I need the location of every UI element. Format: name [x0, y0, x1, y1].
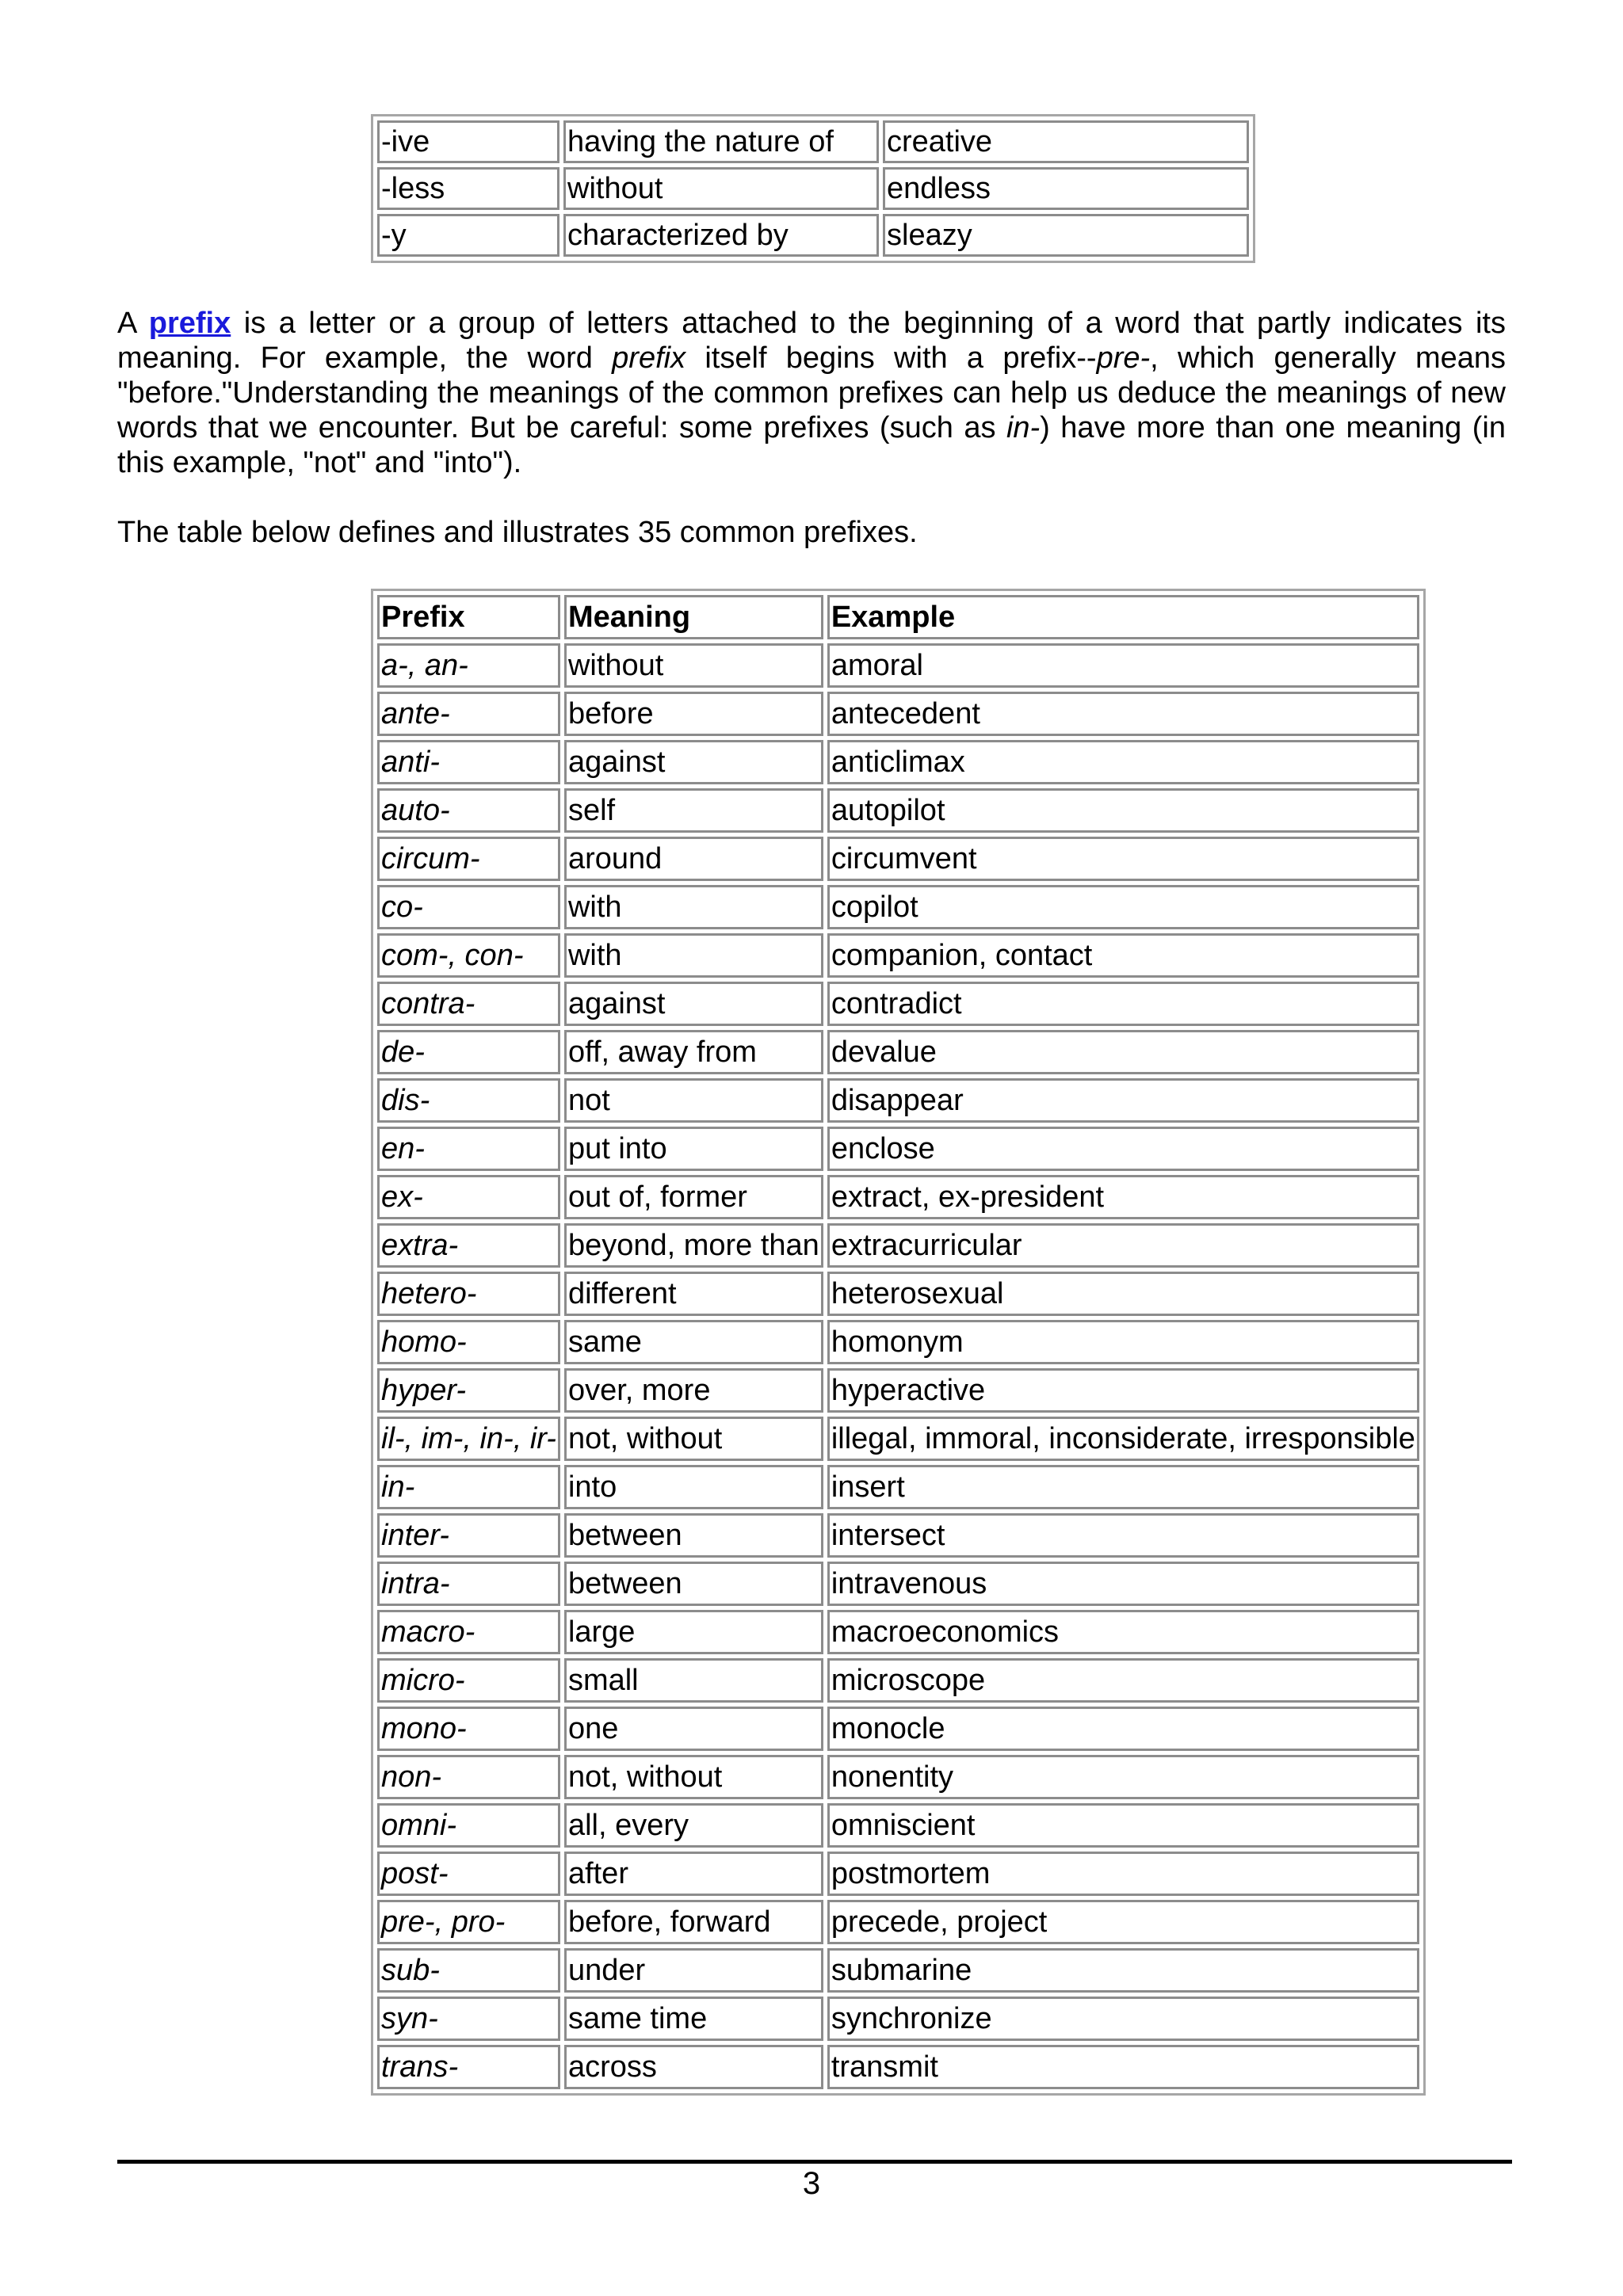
prefix-cell: dis- [377, 1078, 560, 1123]
prefix-cell: homo- [377, 1320, 560, 1364]
example-cell: copilot [827, 885, 1419, 929]
meaning-cell: against [564, 982, 823, 1026]
example-cell: homonym [827, 1320, 1419, 1364]
prefix-cell: anti- [377, 740, 560, 784]
meaning-cell: put into [564, 1127, 823, 1171]
meaning-cell: characterized by [563, 214, 879, 257]
prefix-cell: circum- [377, 837, 560, 881]
page-number: 3 [802, 2166, 821, 2201]
footer-divider [117, 2160, 1512, 2164]
example-cell: devalue [827, 1030, 1419, 1074]
meaning-cell: with [564, 885, 823, 929]
table-row [377, 167, 1249, 210]
example-cell: heterosexual [827, 1272, 1419, 1316]
meaning-cell: between [564, 1562, 823, 1606]
table-row [377, 1320, 1419, 1364]
table-row [377, 1610, 1419, 1654]
suffix-table [371, 114, 1255, 263]
text-span: itself begins with a prefix-- [685, 341, 1097, 375]
prefix-cell: macro- [377, 1610, 560, 1654]
meaning-cell: after [564, 1852, 823, 1896]
table-row [377, 1030, 1419, 1074]
meaning-cell: beyond, more than [564, 1223, 823, 1268]
example-cell: microscope [827, 1658, 1419, 1703]
meaning-cell: between [564, 1513, 823, 1558]
table-row [377, 1997, 1419, 2041]
prefix-cell: ex- [377, 1175, 560, 1219]
meaning-cell: over, more [564, 1368, 823, 1413]
prefix-cell: hyper- [377, 1368, 560, 1413]
example-cell: sleazy [883, 214, 1249, 257]
example-cell: amoral [827, 643, 1419, 688]
example-cell: omniscient [827, 1803, 1419, 1848]
meaning-cell: off, away from [564, 1030, 823, 1074]
table-row [377, 837, 1419, 881]
example-cell: autopilot [827, 788, 1419, 833]
example-cell: anticlimax [827, 740, 1419, 784]
meaning-cell: different [564, 1272, 823, 1316]
example-cell: intersect [827, 1513, 1419, 1558]
meaning-cell: large [564, 1610, 823, 1654]
header-row [377, 595, 1419, 639]
table-row [377, 643, 1419, 688]
table-row [377, 1465, 1419, 1509]
emphasis: pre- [1096, 341, 1151, 375]
table-row [377, 1127, 1419, 1171]
table-row [377, 740, 1419, 784]
table-row [377, 885, 1419, 929]
table-row [377, 1803, 1419, 1848]
prefix-cell: post- [377, 1852, 560, 1896]
prefix-table-body [377, 643, 1419, 2089]
meaning-cell: having the nature of [563, 120, 879, 163]
example-cell: circumvent [827, 837, 1419, 881]
example-cell: postmortem [827, 1852, 1419, 1896]
example-cell: extracurricular [827, 1223, 1419, 1268]
suffix-cell: -y [377, 214, 559, 257]
meaning-cell: into [564, 1465, 823, 1509]
table-row [377, 1562, 1419, 1606]
prefix-cell: micro- [377, 1658, 560, 1703]
prefix-cell: ante- [377, 692, 560, 736]
meaning-cell: against [564, 740, 823, 784]
example-cell: companion, contact [827, 933, 1419, 978]
table-row [377, 1078, 1419, 1123]
example-cell: hyperactive [827, 1368, 1419, 1413]
example-cell: enclose [827, 1127, 1419, 1171]
table-row [377, 1368, 1419, 1413]
meaning-cell: without [563, 167, 879, 210]
prefix-cell: sub- [377, 1948, 560, 1993]
prefix-header: Prefix [377, 595, 560, 639]
meaning-header: Meaning [564, 595, 823, 639]
prefix-cell: co- [377, 885, 560, 929]
table-row [377, 120, 1249, 163]
example-cell: transmit [827, 2045, 1419, 2089]
meaning-cell: around [564, 837, 823, 881]
meaning-cell: same [564, 1320, 823, 1364]
text-span: is a letter or a group of letters attached to the beginning of a word that partly indicates its meaning. For example, the word [117, 307, 1506, 375]
table-row [377, 788, 1419, 833]
table-row [377, 1175, 1419, 1219]
meaning-cell: one [564, 1707, 823, 1751]
example-cell: monocle [827, 1707, 1419, 1751]
table-row [377, 1272, 1419, 1316]
example-cell: insert [827, 1465, 1419, 1509]
table-row [377, 1513, 1419, 1558]
table-row [377, 692, 1419, 736]
table-row [377, 933, 1419, 978]
table-row [377, 1658, 1419, 1703]
table-row [377, 1948, 1419, 1993]
prefix-cell: non- [377, 1755, 560, 1799]
suffix-cell: -less [377, 167, 559, 210]
prefix-table [371, 589, 1426, 2096]
table-row [377, 1707, 1419, 1751]
table-row [377, 1223, 1419, 1268]
prefix-cell: mono- [377, 1707, 560, 1751]
meaning-cell: not, without [564, 1417, 823, 1461]
text-span: ) have more than one meaning (in this example, "not" and "into"). [117, 411, 1506, 479]
prefix-cell: a-, an- [377, 643, 560, 688]
table-row [377, 982, 1419, 1026]
example-cell: precede, project [827, 1900, 1419, 1944]
meaning-cell: not [564, 1078, 823, 1123]
emphasis: prefix [612, 341, 686, 375]
example-cell: macroeconomics [827, 1610, 1419, 1654]
table-row [377, 2045, 1419, 2089]
prefix-cell: omni- [377, 1803, 560, 1848]
meaning-cell: all, every [564, 1803, 823, 1848]
example-cell: creative [883, 120, 1249, 163]
example-cell: illegal, immoral, inconsiderate, irresponsible [827, 1417, 1419, 1461]
table-intro-text: The table below defines and illustrates 35 common prefixes. [117, 516, 918, 549]
prefix-link[interactable]: prefix [148, 307, 231, 340]
example-cell: intravenous [827, 1562, 1419, 1606]
meaning-cell: out of, former [564, 1175, 823, 1219]
meaning-cell: self [564, 788, 823, 833]
prefix-cell: extra- [377, 1223, 560, 1268]
meaning-cell: across [564, 2045, 823, 2089]
example-cell: synchronize [827, 1997, 1419, 2041]
text-span: A [117, 307, 149, 340]
meaning-cell: before, forward [564, 1900, 823, 1944]
prefix-cell: intra- [377, 1562, 560, 1606]
table-row [377, 1900, 1419, 1944]
suffix-cell: -ive [377, 120, 559, 163]
table-row [377, 214, 1249, 257]
text-span: , which generally means "before."Understanding the meanings of the common prefixes can help us deduce the meanings of new words that we encounter. But be careful: some prefixes (such as [117, 341, 1506, 444]
example-cell: contradict [827, 982, 1419, 1026]
prefix-cell: il-, im-, in-, ir- [377, 1417, 560, 1461]
prefix-cell: in- [377, 1465, 560, 1509]
prefix-cell: syn- [377, 1997, 560, 2041]
table-row [377, 1417, 1419, 1461]
example-cell: disappear [827, 1078, 1419, 1123]
prefix-definition-paragraph [117, 306, 1506, 480]
prefix-cell: de- [377, 1030, 560, 1074]
prefix-cell: en- [377, 1127, 560, 1171]
prefix-cell: com-, con- [377, 933, 560, 978]
prefix-cell: inter- [377, 1513, 560, 1558]
meaning-cell: under [564, 1948, 823, 1993]
meaning-cell: not, without [564, 1755, 823, 1799]
example-cell: extract, ex-president [827, 1175, 1419, 1219]
table-row [377, 1755, 1419, 1799]
prefix-cell: contra- [377, 982, 560, 1026]
meaning-cell: with [564, 933, 823, 978]
meaning-cell: same time [564, 1997, 823, 2041]
prefix-cell: trans- [377, 2045, 560, 2089]
example-cell: nonentity [827, 1755, 1419, 1799]
example-cell: antecedent [827, 692, 1419, 736]
emphasis: in- [1006, 411, 1041, 444]
table-row [377, 1852, 1419, 1896]
meaning-cell: small [564, 1658, 823, 1703]
example-header: Example [827, 595, 1419, 639]
prefix-cell: pre-, pro- [377, 1900, 560, 1944]
prefix-cell: hetero- [377, 1272, 560, 1316]
prefix-cell: auto- [377, 788, 560, 833]
example-cell: submarine [827, 1948, 1419, 1993]
meaning-cell: before [564, 692, 823, 736]
meaning-cell: without [564, 643, 823, 688]
example-cell: endless [883, 167, 1249, 210]
